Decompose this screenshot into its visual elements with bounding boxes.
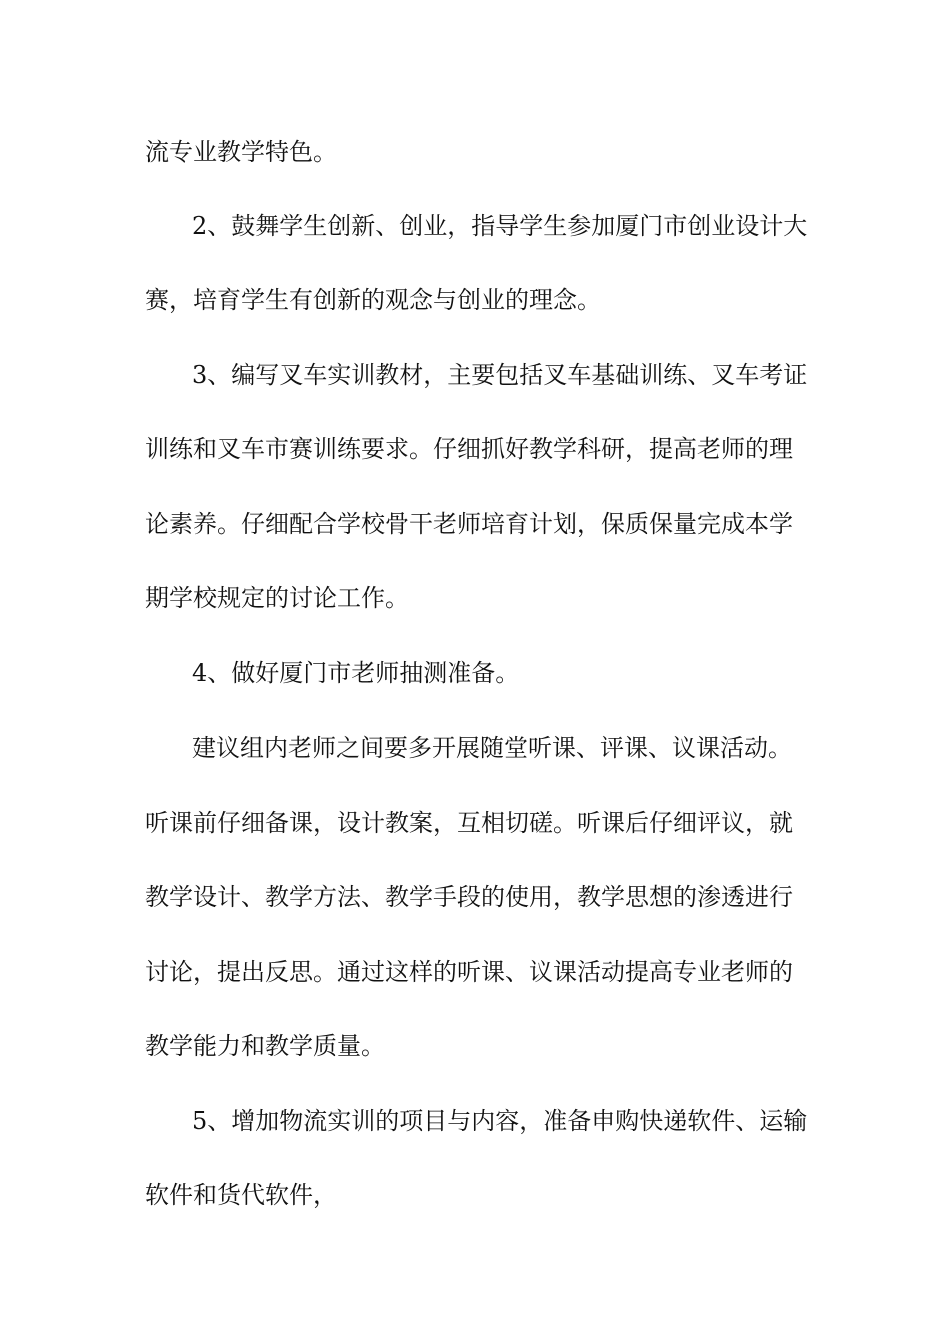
text-line: 软件和货代软件， — [145, 1181, 337, 1209]
text-line: 讨论，提出反思。通过这样的听课、议课活动提高专业老师的 — [145, 958, 793, 986]
text-line: 论素养。仔细配合学校骨干老师培育计划，保质保量完成本学 — [145, 510, 793, 538]
text-line: 训练和叉车市赛训练要求。仔细抓好教学科研，提高老师的理 — [145, 435, 793, 463]
paragraph-suggestion: 建议组内老师之间要多开展随堂听课、评课、议课活动。 — [192, 734, 792, 762]
text-line: 教学能力和教学质量。 — [145, 1032, 385, 1060]
text-line: 教学设计、教学方法、教学手段的使用，教学思想的渗透进行 — [145, 883, 793, 911]
text-line: 赛，培育学生有创新的观念与创业的理念。 — [145, 286, 601, 314]
paragraph-item-3: 3、编写叉车实训教材，主要包括叉车基础训练、叉车考证 — [192, 361, 808, 389]
paragraph-item-2: 2、鼓舞学生创新、创业，指导学生参加厦门市创业设计大 — [192, 212, 808, 240]
paragraph-item-4: 4、做好厦门市老师抽测准备。 — [192, 659, 520, 687]
text-line: 听课前仔细备课，设计教案，互相切磋。听课后仔细评议，就 — [145, 809, 793, 837]
text-line: 流专业教学特色。 — [145, 138, 337, 166]
paragraph-item-5: 5、增加物流实训的项目与内容，准备申购快递软件、运输 — [192, 1107, 808, 1135]
text-line: 期学校规定的讨论工作。 — [145, 584, 409, 612]
